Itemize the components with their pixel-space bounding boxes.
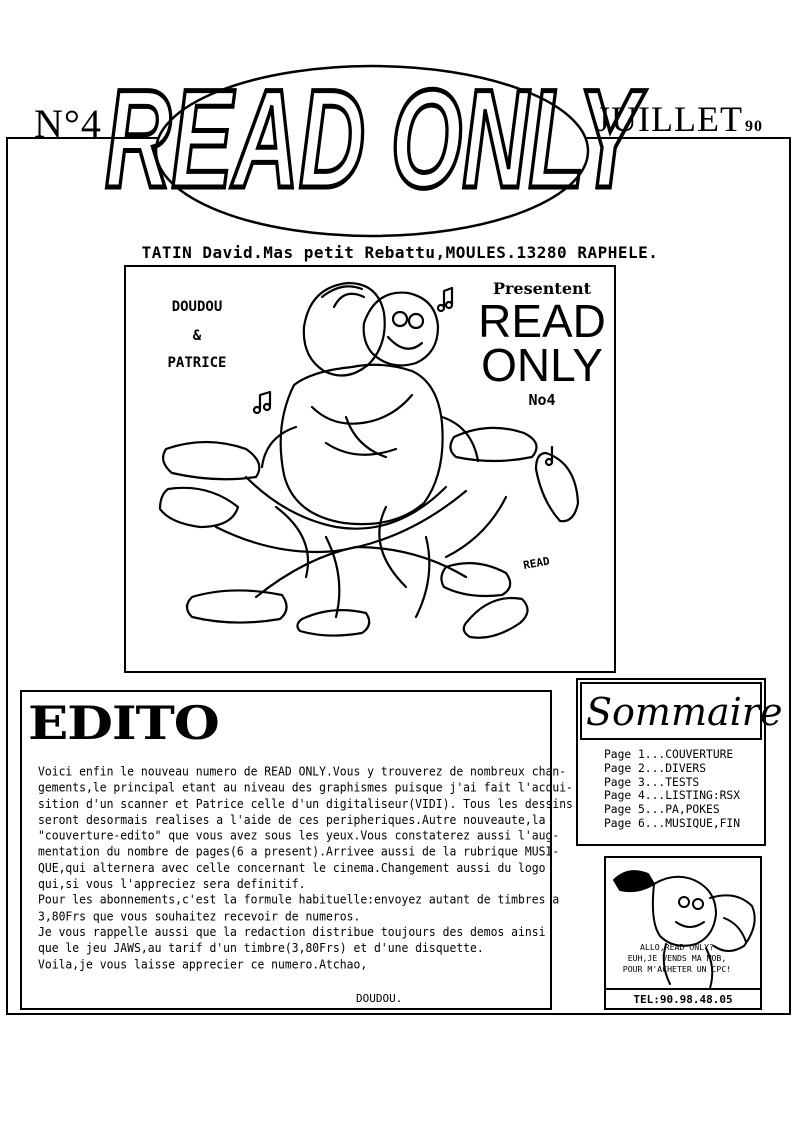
illus-number: No4 <box>528 391 556 409</box>
bubble-line: POUR M'ACHETER UN CPC! <box>622 964 732 974</box>
edito-line: mentation du nombre de pages(6 a present).Arrivee aussi de la rubrique MUSI- <box>38 844 560 860</box>
sommaire-item: Page 5...PA,POKES <box>604 803 720 817</box>
authors-ampersand: & <box>192 328 202 344</box>
illus-title-read: READ <box>478 295 606 347</box>
edito-line: que le jeu JAWS,au tarif d'un timbre(3,80Frs) et d'une disquette. <box>38 940 484 956</box>
telephone-number: TEL:90.98.48.05 <box>604 988 762 1006</box>
sommaire-item: Page 1...COUVERTURE <box>604 748 734 761</box>
authors-doudou: DOUDOU <box>171 299 223 315</box>
edito-line: gements,le principal etant au niveau des graphismes puisque j'ai fait l'acqui- <box>38 780 573 795</box>
edito-line: Voila,je vous laisse apprecier ce numero.Atchao, <box>38 956 368 972</box>
illus-title-only: ONLY <box>481 339 603 391</box>
bubble-line: ALLO,READ ONLY? <box>640 942 714 952</box>
issue-number: N°4 <box>34 101 102 146</box>
shoe-5 <box>187 590 287 622</box>
authors-patrice: PATRICE <box>167 355 227 371</box>
logo-lettering: READ ONLY <box>105 61 639 218</box>
address-line: TATIN David.Mas petit Rebattu,MOULES.13280 RAPHELE. <box>141 243 659 262</box>
sommaire-list <box>604 748 740 831</box>
edito-line: qui,si vous l'appreciez sera definitif. <box>38 876 306 892</box>
issue-year: 90 <box>744 118 763 135</box>
speech-bubble <box>594 942 760 975</box>
telephone-handset-icon <box>614 871 654 891</box>
shoe-4 <box>536 453 578 521</box>
edito-line: sition d'un scanner et Patrice celle d'un digitaliseur(VIDI). Tous les dessins <box>38 796 573 811</box>
cover-illustration <box>124 265 616 673</box>
sommaire-title: Sommaire <box>586 690 783 734</box>
sommaire-item: Page 3...TESTS <box>604 775 700 789</box>
edito-signature: DOUDOU. <box>356 992 403 1005</box>
edito-line: Je vous rappelle aussi que la redaction distribue toujours des demos ainsi <box>38 924 546 940</box>
dancing-figures-drawing <box>126 267 614 671</box>
edito-line: Pour les abonnements,c'est la formule habituelle:envoyez autant de timbres a <box>38 892 560 908</box>
issue-month: JUILLET <box>596 99 743 139</box>
edito-line: Voici enfin le nouveau numero de READ ONLY.Vous y trouverez de nombreux chan- <box>38 764 567 779</box>
sommaire-item: Page 4...LISTING:RSX <box>604 789 741 803</box>
edito-line: 3,80Frs que vous souhaitez recevoir de numeros. <box>38 908 361 924</box>
sommaire-item: Page 2...DIVERS <box>604 761 707 775</box>
edito-line: seront desormais realises a l'aide de ces peripheriques.Autre nouveaute,la <box>38 812 546 827</box>
edito-line: "couverture-edito" que vous avez sous les yeux.Vous constaterez aussi l'aug- <box>38 828 560 843</box>
read-only-logo <box>105 61 639 240</box>
head-left <box>304 283 385 376</box>
cartoon-head <box>653 877 716 946</box>
edito-title: EDITO <box>28 696 219 750</box>
edito-line: QUE,qui alternera avec celle concernant le cinema.Changement aussi du logo <box>38 860 546 876</box>
shoe-6 <box>297 610 369 635</box>
shoe-3 <box>450 428 536 461</box>
shoe-8 <box>464 598 528 638</box>
presentent-label: Presentent <box>492 279 592 298</box>
shoe-2 <box>160 488 238 527</box>
shoe-1 <box>163 442 259 479</box>
bubble-line: EUH,JE VENDS MA MOB, <box>627 953 727 963</box>
sommaire-item: Page 6...MUSIQUE,FIN <box>604 816 741 830</box>
edito-text <box>38 764 573 973</box>
shoe-read-label: READ <box>522 554 551 572</box>
bodies <box>281 365 443 524</box>
head-right <box>364 293 438 366</box>
